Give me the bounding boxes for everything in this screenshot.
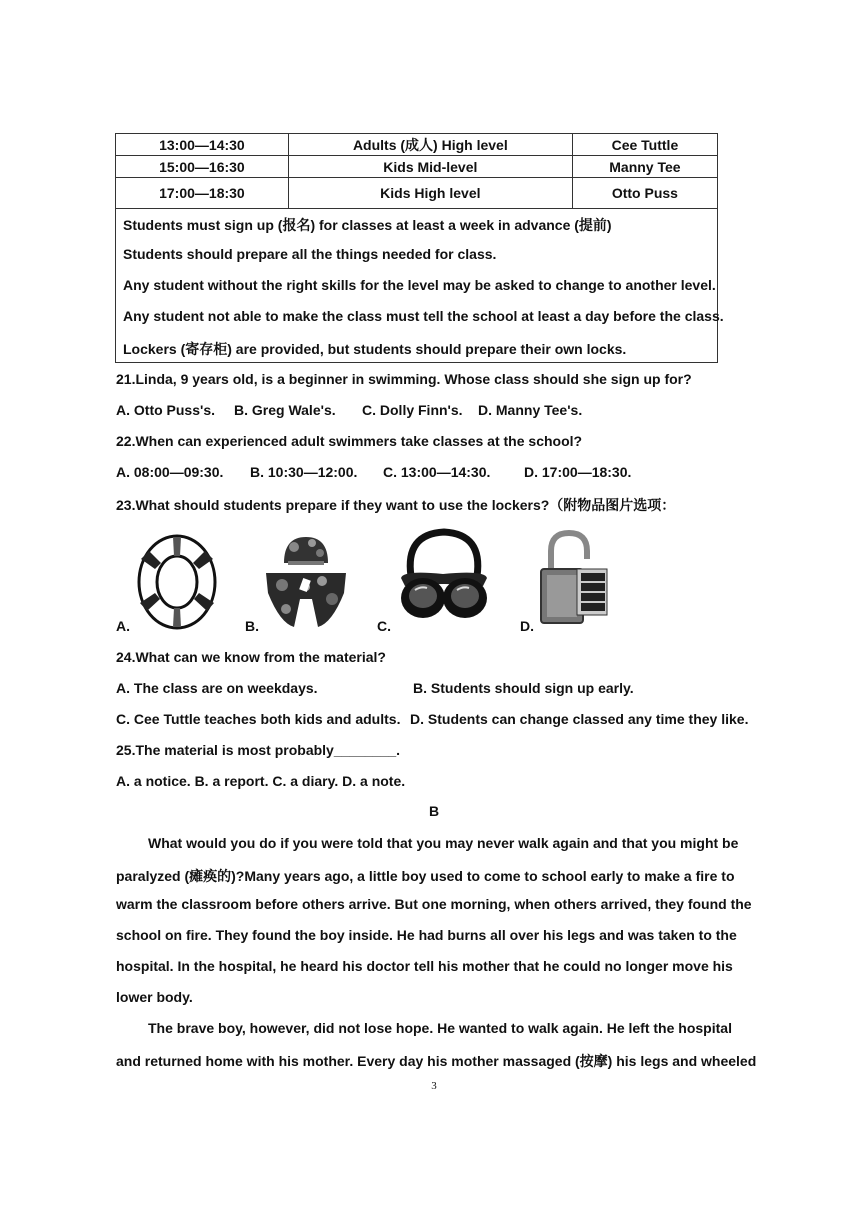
option-a: A. 08:00—09:30. (116, 464, 224, 480)
passage-line: paralyzed (瘫痪的)?Many years ago, a little boy used to come to school early to make a fire to (116, 868, 735, 884)
passage-line: lower body. (116, 989, 193, 1005)
option-a-label: A. (116, 618, 130, 634)
question-25-options: A. a notice. B. a report. C. a diary. D. a note. (116, 773, 406, 789)
teacher-cell: Otto Puss (572, 178, 717, 209)
question-25: 25.The material is most probably________. (116, 742, 401, 758)
swim-goggles-icon (393, 528, 495, 624)
page-number: 3 (431, 1080, 437, 1092)
passage-line: warm the classroom before others arrive. But one morning, when others arrived, they found the (116, 896, 752, 912)
passage-line: and returned home with his mother. Every day his mother massaged (按摩) his legs and wheeled (116, 1053, 757, 1069)
question-24-option-b: B. Students should sign up early. (413, 680, 634, 696)
option-c: C. Dolly Finn's. (362, 402, 463, 418)
rule-line: Students must sign up (报名) for classes at least a week in advance (提前) (123, 217, 612, 233)
option-a: A. Otto Puss's. (116, 402, 216, 418)
teacher-cell: Manny Tee (572, 156, 717, 178)
question-22-options (116, 464, 631, 480)
option-b: B. Greg Wale's. (234, 402, 336, 418)
time-cell: 17:00—18:30 (116, 178, 289, 209)
question-21-options (116, 402, 582, 418)
rule-line: Any student without the right skills for the level may be asked to change to another level. (123, 277, 716, 293)
passage-line: school on fire. They found the boy inside. He had burns all over his legs and was taken to the (116, 927, 737, 943)
rule-line: Lockers (寄存柜) are provided, but students should prepare their own locks. (123, 341, 627, 357)
teacher-cell: Cee Tuttle (572, 134, 717, 156)
swimsuit-and-cap-icon (262, 533, 350, 629)
life-ring-icon (135, 533, 219, 631)
table-row (116, 134, 718, 156)
schedule-table (115, 133, 718, 209)
question-24-option-a: A. The class are on weekdays. (116, 680, 318, 696)
table-row (116, 156, 718, 178)
passage-line: The brave boy, however, did not lose hope. He wanted to walk again. He left the hospital (148, 1020, 732, 1036)
time-cell: 15:00—16:30 (116, 156, 289, 178)
level-cell: Adults (成人) High level (288, 134, 572, 156)
combination-lock-icon (537, 529, 611, 627)
level-cell: Kids Mid-level (288, 156, 572, 178)
option-d-label: D. (520, 618, 534, 634)
question-22: 22.When can experienced adult swimmers take classes at the school? (116, 433, 583, 449)
rule-line: Students should prepare all the things needed for class. (123, 246, 497, 262)
option-d: D. Manny Tee's. (478, 402, 583, 418)
question-23: 23.What should students prepare if they want to use the lockers?（附物品图片选项： (116, 497, 676, 513)
table-row (116, 178, 718, 209)
passage-line: hospital. In the hospital, he heard his doctor tell his mother that he could no longer move his (116, 958, 733, 974)
level-cell: Kids High level (288, 178, 572, 209)
rule-line: Any student not able to make the class must tell the school at least a day before the class. (123, 308, 724, 324)
option-c-label: C. (377, 618, 391, 634)
option-b: B. 10:30—12:00. (250, 464, 358, 480)
option-c: C. 13:00—14:30. (383, 464, 491, 480)
question-24-option-d: D. Students can change classed any time they like. (410, 711, 749, 727)
option-b-label: B. (245, 618, 259, 634)
section-heading: B (429, 803, 440, 819)
time-cell: 13:00—14:30 (116, 134, 289, 156)
question-24: 24.What can we know from the material? (116, 649, 386, 665)
question-24-option-c: C. Cee Tuttle teaches both kids and adults. (116, 711, 401, 727)
passage-line: What would you do if you were told that you may never walk again and that you might be (148, 835, 739, 851)
question-21: 21.Linda, 9 years old, is a beginner in swimming. Whose class should she sign up for? (116, 371, 692, 387)
option-d: D. 17:00—18:30. (524, 464, 632, 480)
rules-box (115, 208, 724, 363)
